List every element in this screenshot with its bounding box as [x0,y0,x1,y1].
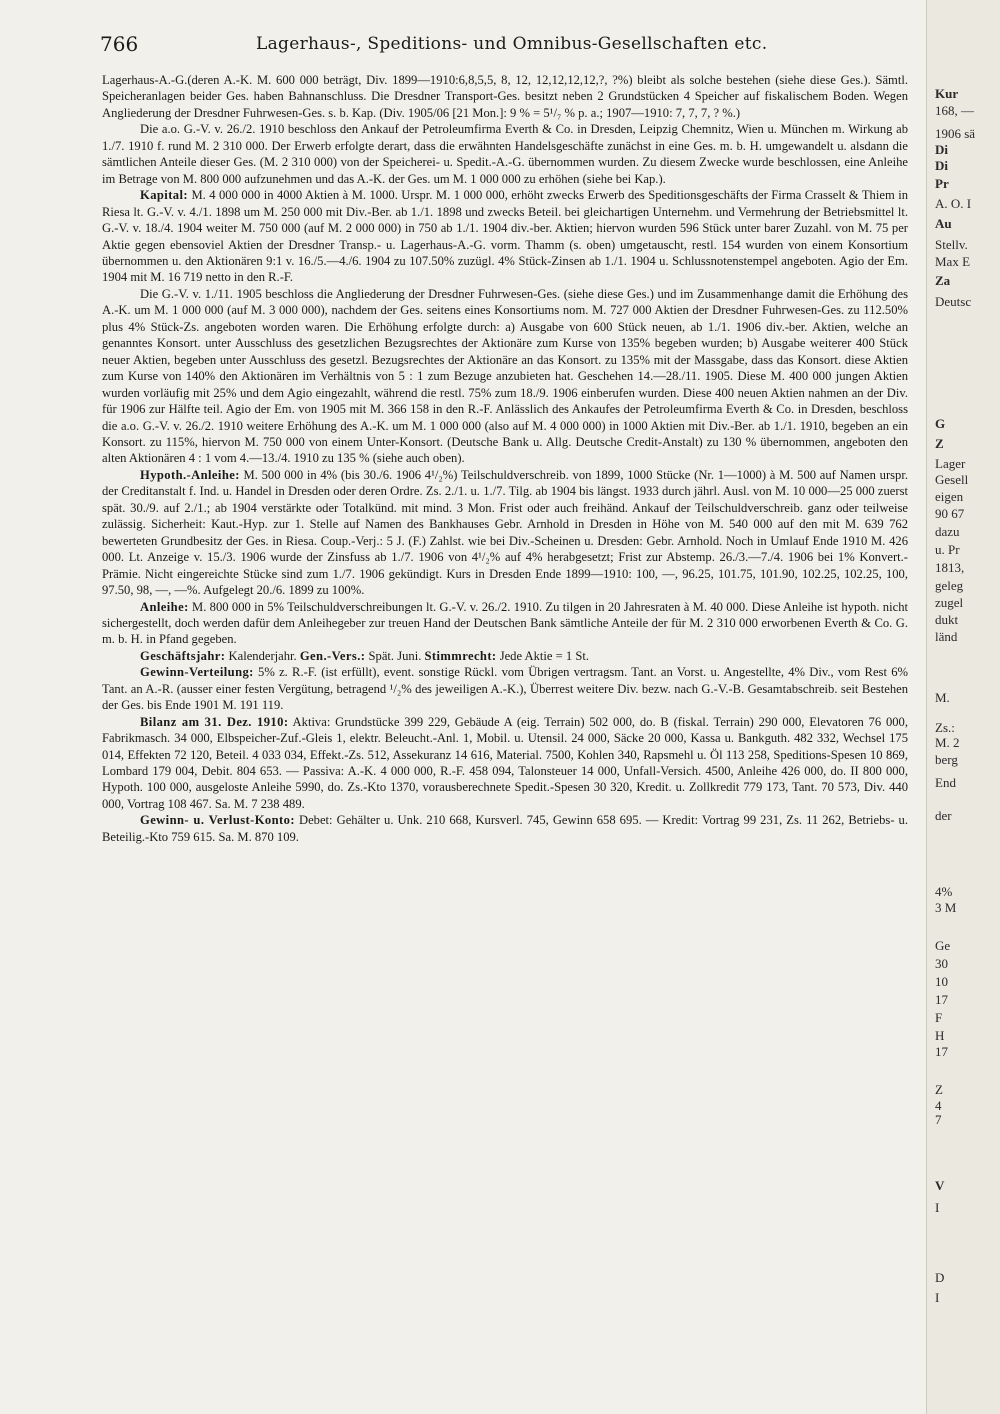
paragraph-anleihe [102,599,908,648]
adjacent-page-fragment: 7 [935,1112,942,1127]
paragraph-text: Debet: Gehälter u. Unk. 210 668, Kursverl. 745, Gewinn 658 695. — Kredit: Vortrag 99 231, Zs. 11 262, Betriebs- u. Beteilig.-Kto 759 615. Sa. M. 870 109. [102,813,909,844]
adjacent-page-edge [926,0,1000,1414]
adjacent-page-fragment: berg [935,752,958,767]
adjacent-page-fragment: Za [935,273,951,288]
paragraph-text: 5% z. R.-F. (ist erfüllt), event. sonstige Rückl. vom Übrigen vertragsm. Tant. an Vorst. u. Angestellte, 4% Div., vom Rest 6% Tant. an A.-R. (ausser einer festen Vergütung, betragend ¹/₂% des jeweiligen A.-K.), Überrest weitere Div. bezw. nach G.-V.-B. Gesamtabschreib. seit Bestehen der Ges. bis Ende 1901 M. 191 119. [102,665,908,713]
adjacent-page-fragment: dazu [935,524,960,539]
adjacent-page-fragment: 90 67 [935,506,965,521]
adjacent-page-fragment: dukt [935,612,959,627]
section-lead-geschaeftsjahr: Geschäftsjahr: [140,648,226,663]
main-text-column [102,72,908,845]
adjacent-page-fragment: Zs.: [935,720,955,735]
paragraph-text: Kalenderjahr. [228,648,297,663]
adjacent-page-fragment: Stellv. [935,237,968,252]
section-lead-kapital: Kapital: [140,188,188,203]
adjacent-page-fragment: Di [935,158,948,173]
page-header [100,28,920,58]
section-lead-bilanz: Bilanz am 31. Dez. 1910: [140,714,289,729]
adjacent-page-fragment: 30 [935,956,948,971]
adjacent-page-fragment: der [935,808,952,823]
paragraph-text: Jede Aktie = 1 St. [499,648,589,663]
adjacent-page-fragment: Deutsc [935,294,972,309]
adjacent-page-fragment: End [935,775,956,790]
adjacent-page-fragment: H [935,1028,945,1043]
adjacent-page-fragment: Z [935,436,944,451]
paragraph-text: Die a.o. G.-V. v. 26./2. 1910 beschloss den Ankauf der Petroleumfirma Everth & Co. in Dresden, Leipzig Chemnitz, Wien u. München m. Wirkung ab 1./7. 1910 f. rund M. 2 310 000. Der Erwerb erfolgte derart, dass die erwähnten Handelsgeschäfte zunächst in eine Ges. m. b. H. umgewandelt u. alsdann die sämtlichen Anteile dieser Ges. (M. 2 310 000) von der Speicherei- u. Spedit.-A.-G. übernommen wurden. Zu diesem Zwecke wurde beschlossen, eine Anleihe im Betrage von M. 800 000 aufzunehmen und das A.-K. der Ges. um M. 1 000 000 zu erhöhen (siehe bei Kap.). [102,122,908,186]
paragraph-gewinn-verteilung [102,664,908,713]
adjacent-page-fragment: V [935,1178,945,1193]
adjacent-page-fragment: M. [935,690,950,705]
paragraph-text: Spät. Juni. [368,648,422,663]
paragraph-text: Lagerhaus-A.-G.(deren A.-K. M. 600 000 beträgt, Div. 1899—1910:6,8,5,5, 8, 12, 12,12,12,12,?, ?%) bleibt als solche bestehen (siehe diese Ges.). Sämtl. Speicheranlagen beider Ges. haben Bahnanschluss. Die Dresdner Transport-Ges. besitzt neben 2 Grundstücken 4 Speicher auf fiskalischem Boden. Wegen Angliederung der Dresdner Fuhrwesen-Ges. s. b. Kap. (Div. 1905/06 [21 Mon.]: 9 % = 5¹/₇ % p. a.; 1907—1910: 7, 7, 7, ? %.) [102,73,908,120]
paragraph-text: Aktiva: Grundstücke 399 229, Gebäude A (eig. Terrain) 502 000, do. B (fiskal. Terrain) 290 000, Elevatoren 76 000, Fabrikmasch. 34 000, Elbspeicher-Zuf.-Gleis 1, elektr. Beleucht.-Anl. 1, Mobil. u. Utensil. 24 000, Säcke 20 000, Kassa u. Bankguth. 482 332, Wechsel 175 014, Effekten 72 120, Beteil. 4 033 034, Effekt.-Zs. 512, Assekuranz 14 616, Material. 7500, Kohlen 340, Rapsmehl u. Öl 113 258, Speditions-Spesen 10 869, Lombard 179 004, Debit. 804 653. — Passiva: A.-K. 4 000 000, R.-F. 458 094, Talonsteuer 14 000, Unfall-Versich. 4500, Anleihe 426 000, do. II 800 000, Hypoth. 100 000, ausgeloste Anleihe 5990, do. Zs.-Kto 1370, vorausberechnete Spedit.-Spesen 30 320, Kredit. u. Zollkredit 779 173, Tant. 70 573, Div. 440 000, Vortrag 108 467. Sa. M. 7 238 489. [102,714,908,811]
adjacent-page-fragment: 168, — [935,103,974,118]
section-lead-gen-vers: Gen.-Vers.: [299,648,366,663]
section-lead-stimmrecht: Stimmrecht: [424,648,497,663]
adjacent-page-fragment: 1906 sä [935,126,976,141]
adjacent-page-fragment: I [935,1290,940,1305]
paragraph-kapital [102,187,908,286]
adjacent-page-fragment: Kur [935,86,959,101]
adjacent-page-fragment: Au [935,216,952,231]
paragraph-text: M. 500 000 in 4% (bis 30./6. 1906 4¹/₂%) Teilschuldverschreib. von 1899, 1000 Stücke (Nr. 1—1000) à M. 500 auf Namen urspr. der Creditanstalt f. Ind. u. Handel in Dresden oder deren Ordre. Zs. 2./1. u. 1./7. Tilg. ab 1904 bis längst. 1933 durch jährl. Ausl. von M. 10 000—25 000 zuerst spät. 30./9. auf 2./1.; ab 1904 verstärkte oder Totalkünd. mit mind. 3 Mon. Frist oder auch freihänd. Ankauf der Teilschuldverschreib. ganz oder teilweise zulässig. Sicherheit: Kaut.-Hyp. zur 1. Stelle auf Namen des Bankhauses Gebr. Arnhold in Dresden in Höhe von M. 540 000 auf den mit M. 639 762 bewerteten Grundbesitz der Ges. in Riesa. Coup.-Verj.: 5 J. (F.) Zahlst. wie bei Div.-Scheinen u. Dresden: Gebr. Arnhold. Noch in Umlauf Ende 1910 M. 426 000. Lt. Anzeige v. 15./3. 1906 wurde der Zinsfuss ab 1./7. 1906 von 4¹/₂% auf 4% herabgesetzt; Frist zur Abstemp. 26./3.—7./4. 1906 bei 1% Konvert.-Prämie. Nicht eingereichte Stücke sind zum 1./7. 1906 gekündigt. Kurs in Dresden Ende 1899—1910: 100, —, 96.25, 101.75, 101.90, 102.25, 102.25, 100, 97.50, 98, —, —%. Aufgelegt 20./6. 1899 zu 100%. [102,467,908,598]
section-lead-gewinn-verteilung: Gewinn-Verteilung: [140,665,254,680]
paragraph-geschaeftsjahr [102,648,908,664]
paragraph-kapital-continued [102,286,908,467]
adjacent-page-fragment: Pr [935,176,949,191]
paragraph-bilanz [102,714,908,813]
adjacent-page-fragment: 4 [935,1098,942,1113]
adjacent-page-fragment: länd [935,629,958,644]
section-lead-hypoth-anleihe: Hypoth.-Anleihe: [140,467,240,482]
adjacent-page-fragment: I [935,1200,940,1215]
adjacent-page-fragment: Z [935,1082,943,1097]
paragraph-gewinn-verlust [102,812,908,845]
adjacent-page-fragment: D [935,1270,945,1285]
adjacent-page-fragment: u. Pr [935,542,960,557]
adjacent-page-fragment: 4% [935,884,953,899]
adjacent-page-fragment: 10 [935,974,948,989]
adjacent-page-fragment: G [935,416,946,431]
paragraph-intro [102,72,908,121]
adjacent-page-fragment: zugel [935,595,964,610]
adjacent-page-fragment: A. O. I [935,196,972,211]
paragraph-text: Die G.-V. v. 1./11. 1905 beschloss die Angliederung der Dresdner Fuhrwesen-Ges. (siehe diese Ges.) und im Zusammenhange damit die Erhöhung des A.-K. um M. 1 000 000 (auf M. 3 000 000), nachdem der Ges. seitens eines Konsortiums nom. M. 727 000 Aktien der Dresdner Fuhrwesen-Ges. zu 112.50% plus 4% Stück-Zs. angeboten worden waren. Die Erhöhung erfolgte durch: a) Ausgabe von 600 Stück neuen, ab 1./1. 1906 div.-ber. Aktien, welche an genanntes Konsort. unter Ausschluss des gesetzlichen Bezugsrechtes der Aktionäre zum Kurse von 135% begeben wurden; b) Ausgabe weiterer 400 Stück neuer Aktien, begeben unter Ausschluss des gesetzl. Bezugsrechtes der Aktionäre an das Konsort. zu 135% mit der Massgabe, dass das Konsort. diese Aktien zum Kurse von 140% den Aktionären im Verhältnis von 5 : 1 zum Bezuge anzubieten hat. Geschehen 14.—28./11. 1905. Diese M. 400 000 jungen Aktien wurden vorläufig mit 25% und dem Agio eingezahlt, während die restl. 75% zum 18./9. 1906 einberufen wurden. Diese 400 neuen Aktien nahmen an der Div. für 1906 zur Hälfte teil. Agio der Em. von 1905 mit M. 366 158 in den R.-F. Anlässlich des Ankaufes der Petroleumfirma Everth & Co. in Dresden, beschloss die a.o. G.-V. v. 26./2. 1910 weitere Erhöhung des A.-K. um M. 1 000 000 (also auf M. 4 000 000) in 1000 Aktien mit Div.-Ber. ab 1./1. 1910, begeben an ein Konsort. zu 115%, hiervon M. 750 000 von einem Unter-Konsort. (Deutsche Bank u. Allg. Deutsche Credit-Anstalt) zu 130 % übernommen, angeboten den alten Aktionären 4 : 1 vom 4.—13./4. 1910 zu 135 % (siehe auch oben). [102,286,908,466]
adjacent-page-fragment: geleg [935,578,964,593]
section-lead-gewinn-verlust: Gewinn- u. Verlust-Konto: [140,813,295,828]
adjacent-page-fragment: Lager [935,456,966,471]
adjacent-page-fragment: 1813, [935,560,965,575]
page-number: 766 [100,32,139,56]
adjacent-page-fragment: eigen [935,489,964,504]
section-lead-anleihe: Anleihe: [140,599,189,614]
paragraph-text: M. 4 000 000 in 4000 Aktien à M. 1000. Urspr. M. 1 000 000, erhöht zwecks Erwerb des Speditionsgeschäfts der Firma Crasselt & Thiem in Riesa lt. G.-V. v. 4./1. 1898 um M. 250 000 mit Div.-Ber. ab 1./1. 1898 und zwecks Beteil. bei gleichartigen Unternehm. und Vermehrung der Betriebsmittel lt. G.-V. v. 18./4. 1904 weiter M. 750 000 (auf M. 2 000 000) in 750 ab 1./1. 1904 div.-ber. Aktien; hiervon wurden 596 Stück unter barer Zuzahl. von M. 75 per Aktie gegen ebensoviel Aktien der Dresdner Transp.- u. Lagerhaus-A.-G. vorm. Thamm (s. oben) umgetauscht, restl. 154 wurden von einem Konsortium übernommen u. den Aktionären 9:1 v. 16./5.—4./6. 1904 zu 107.50% zuzügl. 4% Stück-Zinsen ab 1./1. 1904 u. Schlussnotenstempel angeboten. Agio der Em. 1904 mit M. 16 719 netto in den R.-F. [102,188,908,285]
paragraph-text: M. 800 000 in 5% Teilschuldverschreibungen lt. G.-V. v. 26./2. 1910. Zu tilgen in 20 Jahresraten à M. 40 000. Diese Anleihe ist hypoth. nicht sichergestellt, doch werden dafür dem Anleihegeber zur treuen Hand der Deutschen Bank sämtliche Anteile der für M. 2 310 000 erworbenen Everth & Co. G. m. b. H. in Pfand gegeben. [102,599,908,647]
adjacent-page-fragment: Ge [935,938,951,953]
adjacent-page-fragment: Gesell [935,472,969,487]
adjacent-page-fragment: Max E [935,254,971,269]
adjacent-page-fragment: 3 M [935,900,957,915]
adjacent-page-fragment: 17 [935,1044,948,1059]
adjacent-page-fragment: M. 2 [935,735,960,750]
paragraph-hypoth-anleihe [102,467,908,599]
adjacent-page-fragment: 17 [935,992,948,1007]
running-head: Lagerhaus-, Speditions- und Omnibus-Gesellschaften etc. [256,34,768,54]
adjacent-page-fragment: Di [935,142,948,157]
adjacent-page-fragment: F [935,1010,943,1025]
paragraph-acquisition [102,121,908,187]
